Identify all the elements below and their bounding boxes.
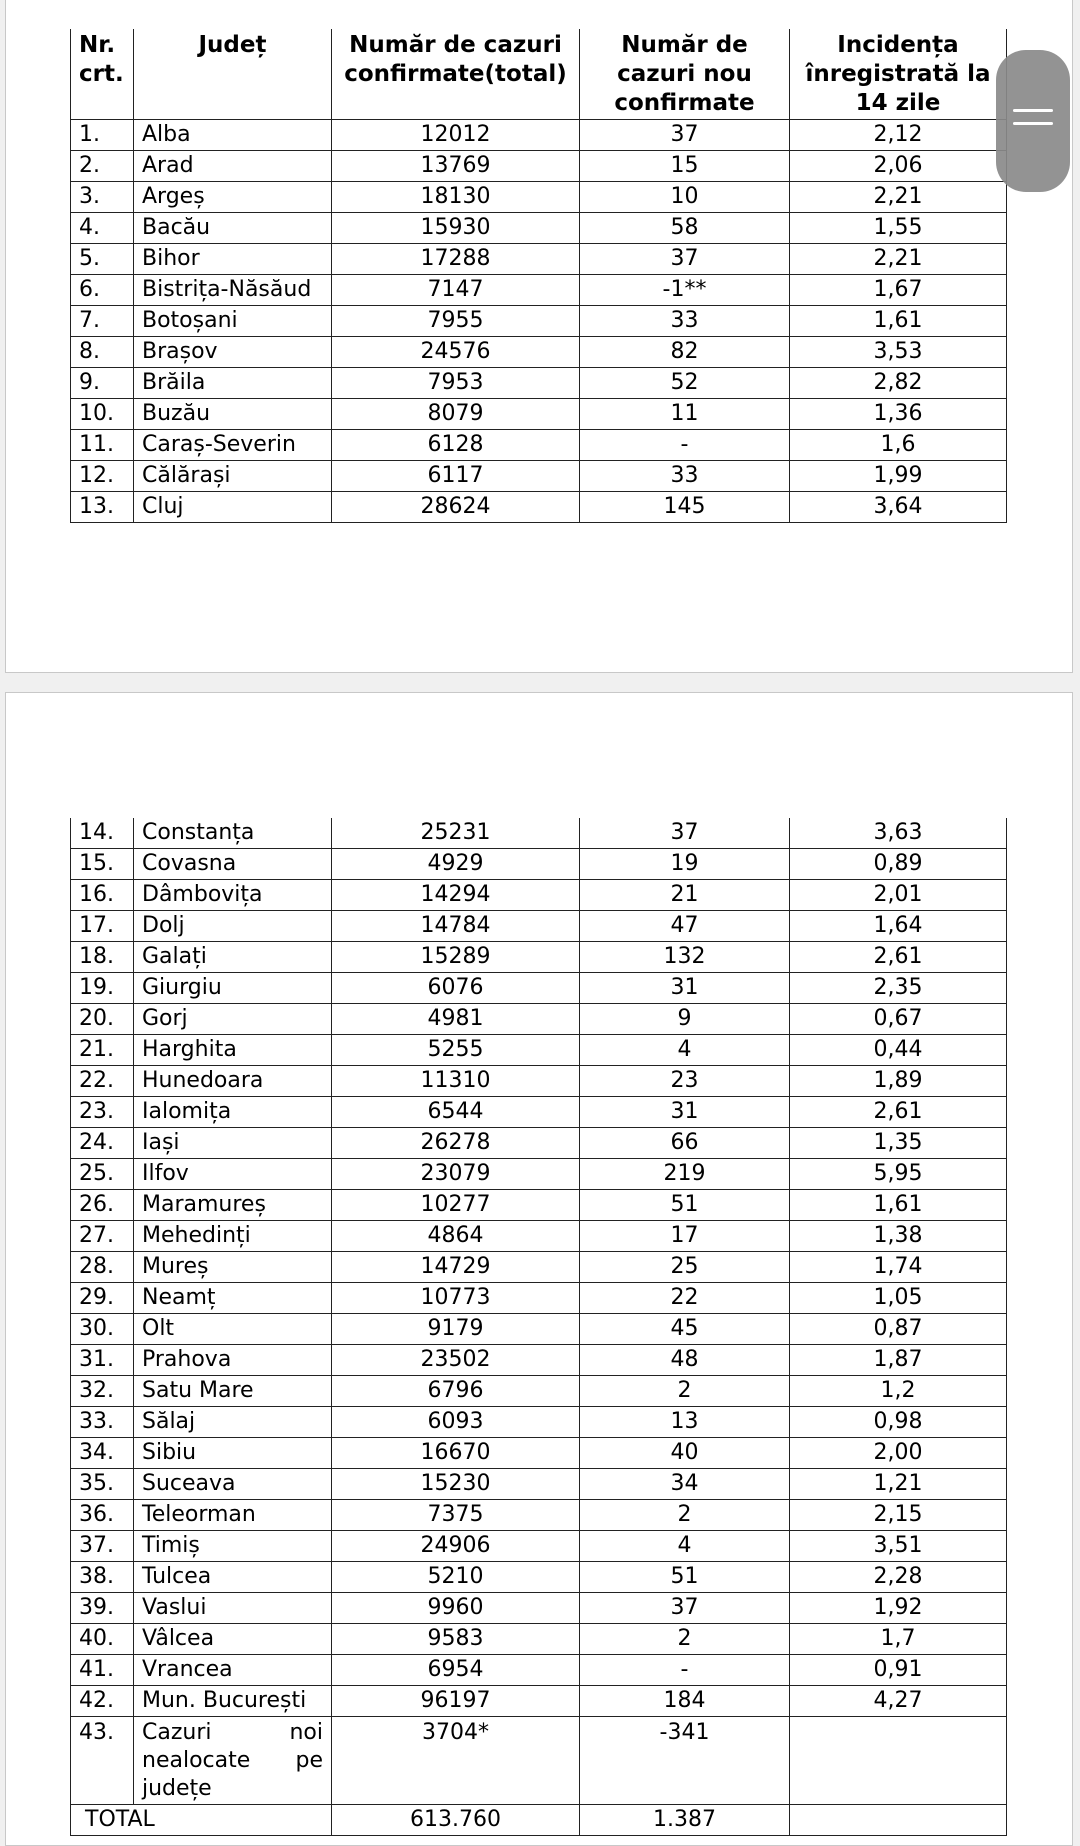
row-incidence: 1,67 bbox=[790, 274, 1007, 305]
header-new-cases: Număr de cazuri nou confirmate bbox=[580, 29, 790, 119]
row-incidence: 1,2 bbox=[790, 1376, 1007, 1407]
row-nr: 25. bbox=[71, 1159, 134, 1190]
row-incidence: 1,38 bbox=[790, 1221, 1007, 1252]
row-judet: Neamț bbox=[134, 1283, 332, 1314]
table-row bbox=[71, 1035, 1007, 1066]
row-nr: 14. bbox=[71, 818, 134, 849]
row-nr: 26. bbox=[71, 1190, 134, 1221]
row-new-cases: 15 bbox=[580, 150, 790, 181]
table-row bbox=[71, 1500, 1007, 1531]
row-judet: Botoșani bbox=[134, 305, 332, 336]
row-incidence: 0,87 bbox=[790, 1314, 1007, 1345]
row-judet: Constanța bbox=[134, 818, 332, 849]
row-total-cases: 23079 bbox=[332, 1159, 580, 1190]
row-total-cases: 14784 bbox=[332, 911, 580, 942]
row-judet: Suceava bbox=[134, 1469, 332, 1500]
row-nr: 5. bbox=[71, 243, 134, 274]
row-judet: Bistrița-Năsăud bbox=[134, 274, 332, 305]
row-nr: 36. bbox=[71, 1500, 134, 1531]
row-nr: 28. bbox=[71, 1252, 134, 1283]
row-judet: Bihor bbox=[134, 243, 332, 274]
row-total-cases: 8079 bbox=[332, 398, 580, 429]
row-incidence: 0,89 bbox=[790, 849, 1007, 880]
row-new-cases: 31 bbox=[580, 1097, 790, 1128]
row-incidence: 3,64 bbox=[790, 491, 1007, 522]
row-nr: 13. bbox=[71, 491, 134, 522]
row-incidence: 5,95 bbox=[790, 1159, 1007, 1190]
row-total-cases: 15230 bbox=[332, 1469, 580, 1500]
row-total-cases: 17288 bbox=[332, 243, 580, 274]
row-total-cases: 15289 bbox=[332, 942, 580, 973]
row-total-cases: 9179 bbox=[332, 1314, 580, 1345]
table-row bbox=[71, 1531, 1007, 1562]
covid-cases-table-part-1 bbox=[70, 29, 1007, 523]
document-page-1 bbox=[5, 0, 1073, 673]
row-incidence: 2,15 bbox=[790, 1500, 1007, 1531]
row-new-cases: 58 bbox=[580, 212, 790, 243]
table-row bbox=[71, 429, 1007, 460]
row-nr: 6. bbox=[71, 274, 134, 305]
row-new-cases: 2 bbox=[580, 1500, 790, 1531]
row-incidence: 1,05 bbox=[790, 1283, 1007, 1314]
row-new-cases: 23 bbox=[580, 1066, 790, 1097]
row-judet: Sălaj bbox=[134, 1407, 332, 1438]
row-new-cases: 37 bbox=[580, 818, 790, 849]
row-incidence: 1,89 bbox=[790, 1066, 1007, 1097]
row-nr: 7. bbox=[71, 305, 134, 336]
row-nr: 33. bbox=[71, 1407, 134, 1438]
row-incidence: 1,21 bbox=[790, 1469, 1007, 1500]
row-total-cases: 5255 bbox=[332, 1035, 580, 1066]
row-total-cases: 4929 bbox=[332, 849, 580, 880]
row-judet: Mehedinți bbox=[134, 1221, 332, 1252]
row-new-cases: 13 bbox=[580, 1407, 790, 1438]
header-total-cases: Număr de cazuri confirmate(total) bbox=[332, 29, 580, 119]
table-row bbox=[71, 1097, 1007, 1128]
row-new-cases: 11 bbox=[580, 398, 790, 429]
row-judet: Tulcea bbox=[134, 1562, 332, 1593]
row-judet: Ialomița bbox=[134, 1097, 332, 1128]
table-row bbox=[71, 1562, 1007, 1593]
row-nr: 9. bbox=[71, 367, 134, 398]
row-nr: 39. bbox=[71, 1593, 134, 1624]
row-total-cases: 4864 bbox=[332, 1221, 580, 1252]
table-row bbox=[71, 1469, 1007, 1500]
table-row bbox=[71, 243, 1007, 274]
row-new-cases: 9 bbox=[580, 1004, 790, 1035]
row-total-cases: 18130 bbox=[332, 181, 580, 212]
row-nr: 22. bbox=[71, 1066, 134, 1097]
table-row bbox=[71, 973, 1007, 1004]
row-nr: 35. bbox=[71, 1469, 134, 1500]
row-new-cases: 37 bbox=[580, 1593, 790, 1624]
row-nr: 10. bbox=[71, 398, 134, 429]
table-row bbox=[71, 1252, 1007, 1283]
row-new-cases: 4 bbox=[580, 1531, 790, 1562]
row-total-cases: 3704* bbox=[332, 1717, 580, 1805]
table-row bbox=[71, 274, 1007, 305]
row-new-cases: 22 bbox=[580, 1283, 790, 1314]
row-nr: 42. bbox=[71, 1686, 134, 1717]
table-row bbox=[71, 181, 1007, 212]
row-incidence: 2,06 bbox=[790, 150, 1007, 181]
row-new-cases: 33 bbox=[580, 460, 790, 491]
row-incidence: 0,67 bbox=[790, 1004, 1007, 1035]
row-judet: Olt bbox=[134, 1314, 332, 1345]
table-row bbox=[71, 1128, 1007, 1159]
table-header-row bbox=[71, 29, 1007, 119]
row-new-cases: 47 bbox=[580, 911, 790, 942]
row-new-cases: 37 bbox=[580, 243, 790, 274]
row-new-cases: -1** bbox=[580, 274, 790, 305]
row-new-cases: - bbox=[580, 429, 790, 460]
header-judet: Județ bbox=[134, 29, 332, 119]
row-total-cases: 7147 bbox=[332, 274, 580, 305]
row-nr: 38. bbox=[71, 1562, 134, 1593]
row-new-cases: 52 bbox=[580, 367, 790, 398]
row-judet: Buzău bbox=[134, 398, 332, 429]
row-nr: 1. bbox=[71, 119, 134, 150]
table-row bbox=[71, 911, 1007, 942]
row-total-cases: 9583 bbox=[332, 1624, 580, 1655]
total-label: TOTAL bbox=[71, 1805, 332, 1836]
row-nr: 43. bbox=[71, 1717, 134, 1805]
row-incidence: 3,51 bbox=[790, 1531, 1007, 1562]
row-new-cases: 21 bbox=[580, 880, 790, 911]
row-new-cases: 31 bbox=[580, 973, 790, 1004]
row-total-cases: 96197 bbox=[332, 1686, 580, 1717]
table-row bbox=[71, 367, 1007, 398]
row-judet: Bacău bbox=[134, 212, 332, 243]
row-judet: Maramureș bbox=[134, 1190, 332, 1221]
row-incidence: 2,35 bbox=[790, 973, 1007, 1004]
row-judet: Mun. București bbox=[134, 1686, 332, 1717]
row-total-cases: 7375 bbox=[332, 1500, 580, 1531]
row-incidence: 3,63 bbox=[790, 818, 1007, 849]
row-new-cases: 145 bbox=[580, 491, 790, 522]
row-judet: Caraș-Severin bbox=[134, 429, 332, 460]
row-new-cases: 51 bbox=[580, 1190, 790, 1221]
row-total-cases: 28624 bbox=[332, 491, 580, 522]
table-row bbox=[71, 1686, 1007, 1717]
table-row bbox=[71, 942, 1007, 973]
row-judet: Satu Mare bbox=[134, 1376, 332, 1407]
row-judet: Sibiu bbox=[134, 1438, 332, 1469]
row-new-cases: 40 bbox=[580, 1438, 790, 1469]
row-new-cases: 34 bbox=[580, 1469, 790, 1500]
table-row bbox=[71, 1624, 1007, 1655]
row-new-cases: 37 bbox=[580, 119, 790, 150]
table-row bbox=[71, 818, 1007, 849]
row-total-cases: 23502 bbox=[332, 1345, 580, 1376]
row-new-cases: 2 bbox=[580, 1624, 790, 1655]
row-judet: Cluj bbox=[134, 491, 332, 522]
row-nr: 4. bbox=[71, 212, 134, 243]
table-row bbox=[71, 1066, 1007, 1097]
row-judet: Teleorman bbox=[134, 1500, 332, 1531]
row-new-cases: 51 bbox=[580, 1562, 790, 1593]
row-judet: Cazuri noi nealocate pe județe bbox=[134, 1717, 332, 1805]
row-total-cases: 26278 bbox=[332, 1128, 580, 1159]
row-incidence: 1,92 bbox=[790, 1593, 1007, 1624]
row-judet: Timiș bbox=[134, 1531, 332, 1562]
row-judet: Dolj bbox=[134, 911, 332, 942]
row-nr: 19. bbox=[71, 973, 134, 1004]
header-nr: Nr. crt. bbox=[71, 29, 134, 119]
row-incidence: 2,00 bbox=[790, 1438, 1007, 1469]
row-incidence: 1,74 bbox=[790, 1252, 1007, 1283]
row-judet: Iași bbox=[134, 1128, 332, 1159]
table-row bbox=[71, 1345, 1007, 1376]
table-row bbox=[71, 336, 1007, 367]
row-incidence: 1,55 bbox=[790, 212, 1007, 243]
row-nr: 23. bbox=[71, 1097, 134, 1128]
table-row-total bbox=[71, 1805, 1007, 1836]
row-incidence: 2,61 bbox=[790, 1097, 1007, 1128]
row-nr: 16. bbox=[71, 880, 134, 911]
row-new-cases: 33 bbox=[580, 305, 790, 336]
table-row bbox=[71, 1004, 1007, 1035]
table-row bbox=[71, 1283, 1007, 1314]
row-nr: 24. bbox=[71, 1128, 134, 1159]
table-row bbox=[71, 1159, 1007, 1190]
row-incidence: 1,61 bbox=[790, 305, 1007, 336]
row-total-cases: 13769 bbox=[332, 150, 580, 181]
row-incidence: 1,6 bbox=[790, 429, 1007, 460]
table-row bbox=[71, 119, 1007, 150]
row-total-cases: 14294 bbox=[332, 880, 580, 911]
total-cases: 613.760 bbox=[332, 1805, 580, 1836]
row-judet: Gorj bbox=[134, 1004, 332, 1035]
row-nr: 41. bbox=[71, 1655, 134, 1686]
row-nr: 8. bbox=[71, 336, 134, 367]
row-new-cases: 17 bbox=[580, 1221, 790, 1252]
document-page-2 bbox=[5, 692, 1073, 1846]
total-new-cases: 1.387 bbox=[580, 1805, 790, 1836]
row-judet: Prahova bbox=[134, 1345, 332, 1376]
row-incidence: 2,21 bbox=[790, 181, 1007, 212]
row-total-cases: 6796 bbox=[332, 1376, 580, 1407]
row-incidence: 4,27 bbox=[790, 1686, 1007, 1717]
row-total-cases: 14729 bbox=[332, 1252, 580, 1283]
row-incidence: 1,99 bbox=[790, 460, 1007, 491]
row-incidence: 1,61 bbox=[790, 1190, 1007, 1221]
table-row bbox=[71, 1655, 1007, 1686]
row-new-cases: 66 bbox=[580, 1128, 790, 1159]
row-total-cases: 5210 bbox=[332, 1562, 580, 1593]
row-nr: 32. bbox=[71, 1376, 134, 1407]
row-total-cases: 11310 bbox=[332, 1066, 580, 1097]
table-row-unallocated bbox=[71, 1717, 1007, 1805]
row-new-cases: 219 bbox=[580, 1159, 790, 1190]
row-judet: Hunedoara bbox=[134, 1066, 332, 1097]
row-judet: Vrancea bbox=[134, 1655, 332, 1686]
row-total-cases: 24576 bbox=[332, 336, 580, 367]
row-total-cases: 6954 bbox=[332, 1655, 580, 1686]
table-row bbox=[71, 1407, 1007, 1438]
row-judet: Brașov bbox=[134, 336, 332, 367]
table-row bbox=[71, 1221, 1007, 1252]
row-total-cases: 6117 bbox=[332, 460, 580, 491]
row-nr: 11. bbox=[71, 429, 134, 460]
row-new-cases: -341 bbox=[580, 1717, 790, 1805]
row-nr: 21. bbox=[71, 1035, 134, 1066]
row-total-cases: 6093 bbox=[332, 1407, 580, 1438]
row-judet: Dâmbovița bbox=[134, 880, 332, 911]
row-incidence bbox=[790, 1717, 1007, 1805]
table-row bbox=[71, 880, 1007, 911]
row-total-cases: 7953 bbox=[332, 367, 580, 398]
row-incidence: 0,44 bbox=[790, 1035, 1007, 1066]
row-total-cases: 10773 bbox=[332, 1283, 580, 1314]
row-nr: 2. bbox=[71, 150, 134, 181]
table-row bbox=[71, 1438, 1007, 1469]
row-total-cases: 16670 bbox=[332, 1438, 580, 1469]
total-incidence bbox=[790, 1805, 1007, 1836]
row-new-cases: 25 bbox=[580, 1252, 790, 1283]
row-total-cases: 6128 bbox=[332, 429, 580, 460]
row-judet: Brăila bbox=[134, 367, 332, 398]
row-total-cases: 15930 bbox=[332, 212, 580, 243]
table-row bbox=[71, 305, 1007, 336]
row-incidence: 2,28 bbox=[790, 1562, 1007, 1593]
row-total-cases: 12012 bbox=[332, 119, 580, 150]
row-new-cases: 82 bbox=[580, 336, 790, 367]
row-total-cases: 9960 bbox=[332, 1593, 580, 1624]
row-total-cases: 6076 bbox=[332, 973, 580, 1004]
row-incidence: 0,91 bbox=[790, 1655, 1007, 1686]
row-judet: Vaslui bbox=[134, 1593, 332, 1624]
row-nr: 3. bbox=[71, 181, 134, 212]
row-nr: 18. bbox=[71, 942, 134, 973]
row-judet: Ilfov bbox=[134, 1159, 332, 1190]
row-nr: 34. bbox=[71, 1438, 134, 1469]
row-new-cases: 132 bbox=[580, 942, 790, 973]
row-incidence: 2,01 bbox=[790, 880, 1007, 911]
row-new-cases: 4 bbox=[580, 1035, 790, 1066]
row-nr: 27. bbox=[71, 1221, 134, 1252]
row-judet: Argeș bbox=[134, 181, 332, 212]
row-nr: 17. bbox=[71, 911, 134, 942]
table-row bbox=[71, 398, 1007, 429]
row-nr: 29. bbox=[71, 1283, 134, 1314]
table-row bbox=[71, 212, 1007, 243]
row-nr: 31. bbox=[71, 1345, 134, 1376]
row-nr: 12. bbox=[71, 460, 134, 491]
row-new-cases: 10 bbox=[580, 181, 790, 212]
row-new-cases: 19 bbox=[580, 849, 790, 880]
row-incidence: 2,82 bbox=[790, 367, 1007, 398]
row-judet: Giurgiu bbox=[134, 973, 332, 1004]
row-nr: 40. bbox=[71, 1624, 134, 1655]
row-total-cases: 7955 bbox=[332, 305, 580, 336]
table-row bbox=[71, 1593, 1007, 1624]
row-new-cases: 184 bbox=[580, 1686, 790, 1717]
row-judet: Alba bbox=[134, 119, 332, 150]
row-nr: 20. bbox=[71, 1004, 134, 1035]
covid-cases-table-part-2 bbox=[70, 818, 1007, 1836]
row-incidence: 1,35 bbox=[790, 1128, 1007, 1159]
row-total-cases: 10277 bbox=[332, 1190, 580, 1221]
table-row bbox=[71, 460, 1007, 491]
row-judet: Vâlcea bbox=[134, 1624, 332, 1655]
table-row bbox=[71, 491, 1007, 522]
row-judet: Mureș bbox=[134, 1252, 332, 1283]
row-incidence: 1,64 bbox=[790, 911, 1007, 942]
row-nr: 37. bbox=[71, 1531, 134, 1562]
row-new-cases: - bbox=[580, 1655, 790, 1686]
row-incidence: 1,7 bbox=[790, 1624, 1007, 1655]
row-incidence: 1,87 bbox=[790, 1345, 1007, 1376]
row-incidence: 2,61 bbox=[790, 942, 1007, 973]
table-row bbox=[71, 849, 1007, 880]
row-incidence: 0,98 bbox=[790, 1407, 1007, 1438]
scroll-handle[interactable] bbox=[996, 50, 1070, 192]
row-incidence: 3,53 bbox=[790, 336, 1007, 367]
table-row bbox=[71, 1376, 1007, 1407]
row-new-cases: 48 bbox=[580, 1345, 790, 1376]
row-nr: 15. bbox=[71, 849, 134, 880]
row-total-cases: 4981 bbox=[332, 1004, 580, 1035]
row-total-cases: 25231 bbox=[332, 818, 580, 849]
table-row bbox=[71, 1314, 1007, 1345]
row-new-cases: 45 bbox=[580, 1314, 790, 1345]
header-incidence: Incidența înregistrată la 14 zile bbox=[790, 29, 1007, 119]
row-judet: Arad bbox=[134, 150, 332, 181]
row-judet: Galați bbox=[134, 942, 332, 973]
row-judet: Harghita bbox=[134, 1035, 332, 1066]
row-incidence: 2,21 bbox=[790, 243, 1007, 274]
row-new-cases: 2 bbox=[580, 1376, 790, 1407]
row-total-cases: 6544 bbox=[332, 1097, 580, 1128]
row-judet: Călărași bbox=[134, 460, 332, 491]
row-incidence: 1,36 bbox=[790, 398, 1007, 429]
row-total-cases: 24906 bbox=[332, 1531, 580, 1562]
table-row bbox=[71, 150, 1007, 181]
row-nr: 30. bbox=[71, 1314, 134, 1345]
row-incidence: 2,12 bbox=[790, 119, 1007, 150]
table-row bbox=[71, 1190, 1007, 1221]
row-judet: Covasna bbox=[134, 849, 332, 880]
